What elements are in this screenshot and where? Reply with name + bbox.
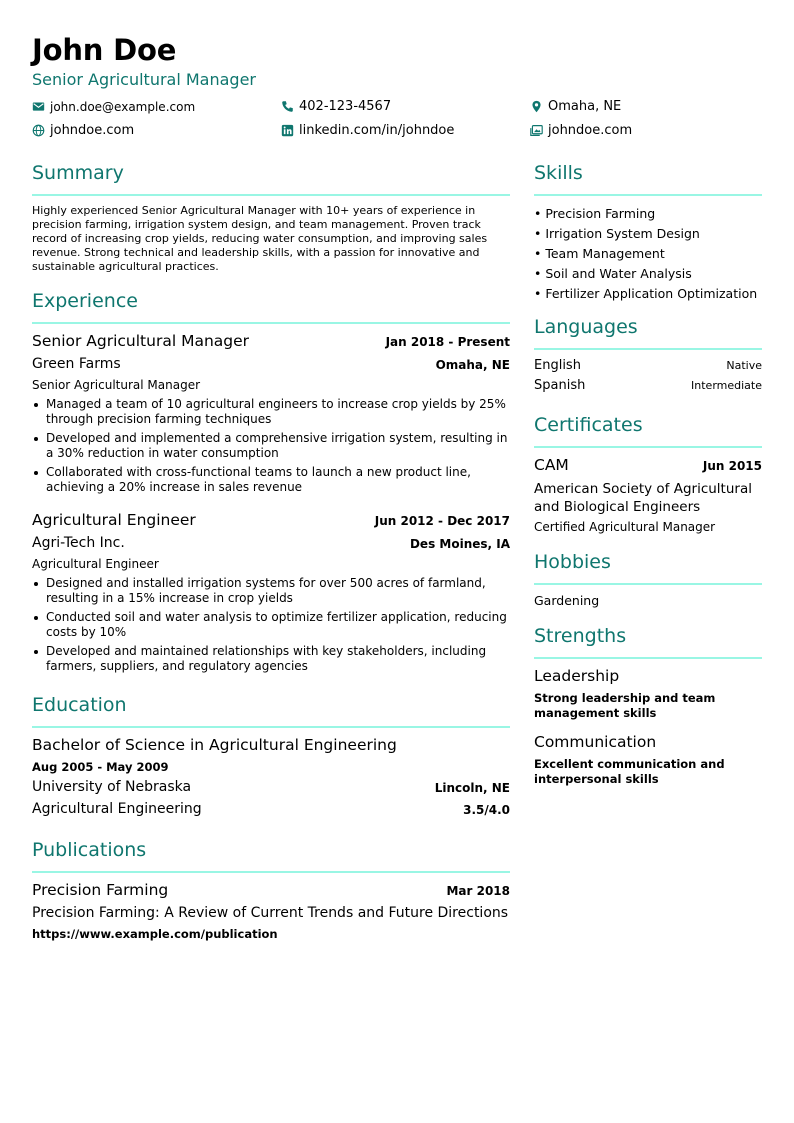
summary-line: Highly experienced Senior Agricultural Manager with 10+ years of experience in — [32, 204, 476, 217]
job-subtitle: Senior Agricultural Manager — [32, 378, 201, 392]
hobby-item: Gardening — [534, 593, 600, 608]
job-dates: Jan 2018 - Present — [385, 335, 510, 349]
contact-portfolio-text: johndoe.com — [548, 123, 633, 138]
certificate-issuer — [534, 480, 752, 516]
school-location: Lincoln, NE — [434, 781, 510, 795]
contact-phone-text: 402-123-4567 — [299, 99, 392, 114]
phone-icon — [281, 100, 294, 113]
summary-line: sustainable agricultural practices. — [32, 260, 219, 273]
job-title: Agricultural Engineer — [32, 511, 196, 529]
publication-url[interactable]: https://www.example.com/publication — [32, 927, 278, 941]
summary-divider — [32, 194, 510, 196]
list-item: • Irrigation System Design — [534, 224, 757, 244]
strengths-divider — [534, 657, 762, 659]
summary-text — [32, 204, 510, 274]
skills-list — [534, 204, 757, 304]
contact-linkedin-text: linkedin.com/in/johndoe — [299, 123, 455, 138]
job-bullets — [32, 576, 510, 678]
summary-heading: Summary — [32, 162, 124, 184]
skills-heading: Skills — [534, 162, 583, 184]
hobbies-heading: Hobbies — [534, 551, 611, 573]
school-name: University of Nebraska — [32, 779, 192, 795]
portfolio-icon — [530, 124, 543, 137]
job-title: Senior Agricultural Manager — [32, 332, 250, 350]
gpa: 3.5/4.0 — [463, 803, 510, 817]
field-of-study: Agricultural Engineering — [32, 801, 202, 817]
strength-description-line: interpersonal skills — [534, 772, 659, 786]
skills-divider — [534, 194, 762, 196]
publications-divider — [32, 871, 510, 873]
list-item: • Soil and Water Analysis — [534, 264, 757, 284]
summary-line: revenue. Strong technical and leadership skills, with a passion for innovative and — [32, 246, 480, 259]
certificates-heading: Certificates — [534, 414, 643, 436]
job-subtitle: Agricultural Engineer — [32, 557, 159, 571]
contact-linkedin[interactable] — [281, 124, 454, 137]
candidate-title: Senior Agricultural Manager — [32, 70, 257, 89]
job-bullets — [32, 397, 510, 499]
strength-description-line: Excellent communication and — [534, 757, 725, 771]
linkedin-icon — [281, 124, 294, 137]
strength-title: Leadership — [534, 667, 620, 685]
list-item: Managed a team of 10 agricultural engineers to increase crop yields by 25% through precision farming techniques — [32, 397, 510, 427]
job-location: Omaha, NE — [435, 358, 510, 372]
contact-website[interactable] — [32, 124, 134, 137]
language-name: English — [534, 358, 581, 373]
strength-description-line: management skills — [534, 706, 657, 720]
publications-heading: Publications — [32, 839, 147, 861]
certificate-description: Certified Agricultural Manager — [534, 520, 716, 534]
list-item: Designed and installed irrigation systems for over 500 acres of farmland, resulting in a 15% increase in crop yields — [32, 576, 510, 606]
strength-description-line: Strong leadership and team — [534, 691, 716, 705]
strength-description — [534, 757, 725, 787]
publication-full-title: Precision Farming: A Review of Current Trends and Future Directions — [32, 905, 509, 921]
candidate-name: John Doe — [32, 33, 177, 67]
hobbies-divider — [534, 583, 762, 585]
job-company: Agri-Tech Inc. — [32, 535, 125, 551]
map-pin-icon — [530, 100, 543, 113]
language-name: Spanish — [534, 378, 586, 393]
summary-line: precision farming, irrigation system design, and team management. Proven track — [32, 218, 481, 231]
experience-heading: Experience — [32, 290, 138, 312]
language-level: Intermediate — [691, 379, 762, 392]
education-heading: Education — [32, 694, 127, 716]
certificates-divider — [534, 446, 762, 448]
strength-title: Communication — [534, 733, 657, 751]
publication-title: Precision Farming — [32, 881, 169, 899]
education-dates: Aug 2005 - May 2009 — [32, 760, 169, 774]
job-company: Green Farms — [32, 356, 121, 372]
strengths-heading: Strengths — [534, 625, 627, 647]
language-level: Native — [726, 359, 762, 372]
list-item: Developed and implemented a comprehensive irrigation system, resulting in a 30% reduction in water consumption — [32, 431, 510, 461]
summary-line: record of increasing crop yields, reducing water consumption, and improving sales — [32, 232, 488, 245]
certificate-issuer-line: and Biological Engineers — [534, 499, 701, 515]
contact-location — [530, 100, 621, 113]
list-item: • Fertilizer Application Optimization — [534, 284, 757, 304]
list-item: Collaborated with cross-functional teams to launch a new product line, achieving a 20% increase in sales revenue — [32, 465, 510, 495]
certificate-date: Jun 2015 — [702, 459, 762, 473]
contact-email[interactable] — [32, 100, 195, 113]
publication-date: Mar 2018 — [446, 884, 510, 898]
contact-email-text: john.doe@example.com — [50, 99, 196, 114]
mail-icon — [32, 100, 45, 113]
experience-divider — [32, 322, 510, 324]
degree-title: Bachelor of Science in Agricultural Engineering — [32, 736, 397, 754]
contact-phone[interactable] — [281, 100, 391, 113]
education-divider — [32, 726, 510, 728]
languages-heading: Languages — [534, 316, 638, 338]
list-item: • Team Management — [534, 244, 757, 264]
list-item: Conducted soil and water analysis to optimize fertilizer application, reducing costs by 10% — [32, 610, 510, 640]
certificate-name: CAM — [534, 456, 569, 474]
list-item: • Precision Farming — [534, 204, 757, 224]
globe-icon — [32, 124, 45, 137]
certificate-issuer-line: American Society of Agricultural — [534, 481, 752, 497]
contact-location-text: Omaha, NE — [548, 99, 622, 114]
languages-divider — [534, 348, 762, 350]
contact-portfolio[interactable] — [530, 124, 632, 137]
contact-website-text: johndoe.com — [50, 123, 135, 138]
list-item: Developed and maintained relationships with key stakeholders, including farmers, suppliers, and regulatory agencies — [32, 644, 510, 674]
strength-description — [534, 691, 715, 721]
job-location: Des Moines, IA — [409, 537, 510, 551]
job-dates: Jun 2012 - Dec 2017 — [374, 514, 510, 528]
